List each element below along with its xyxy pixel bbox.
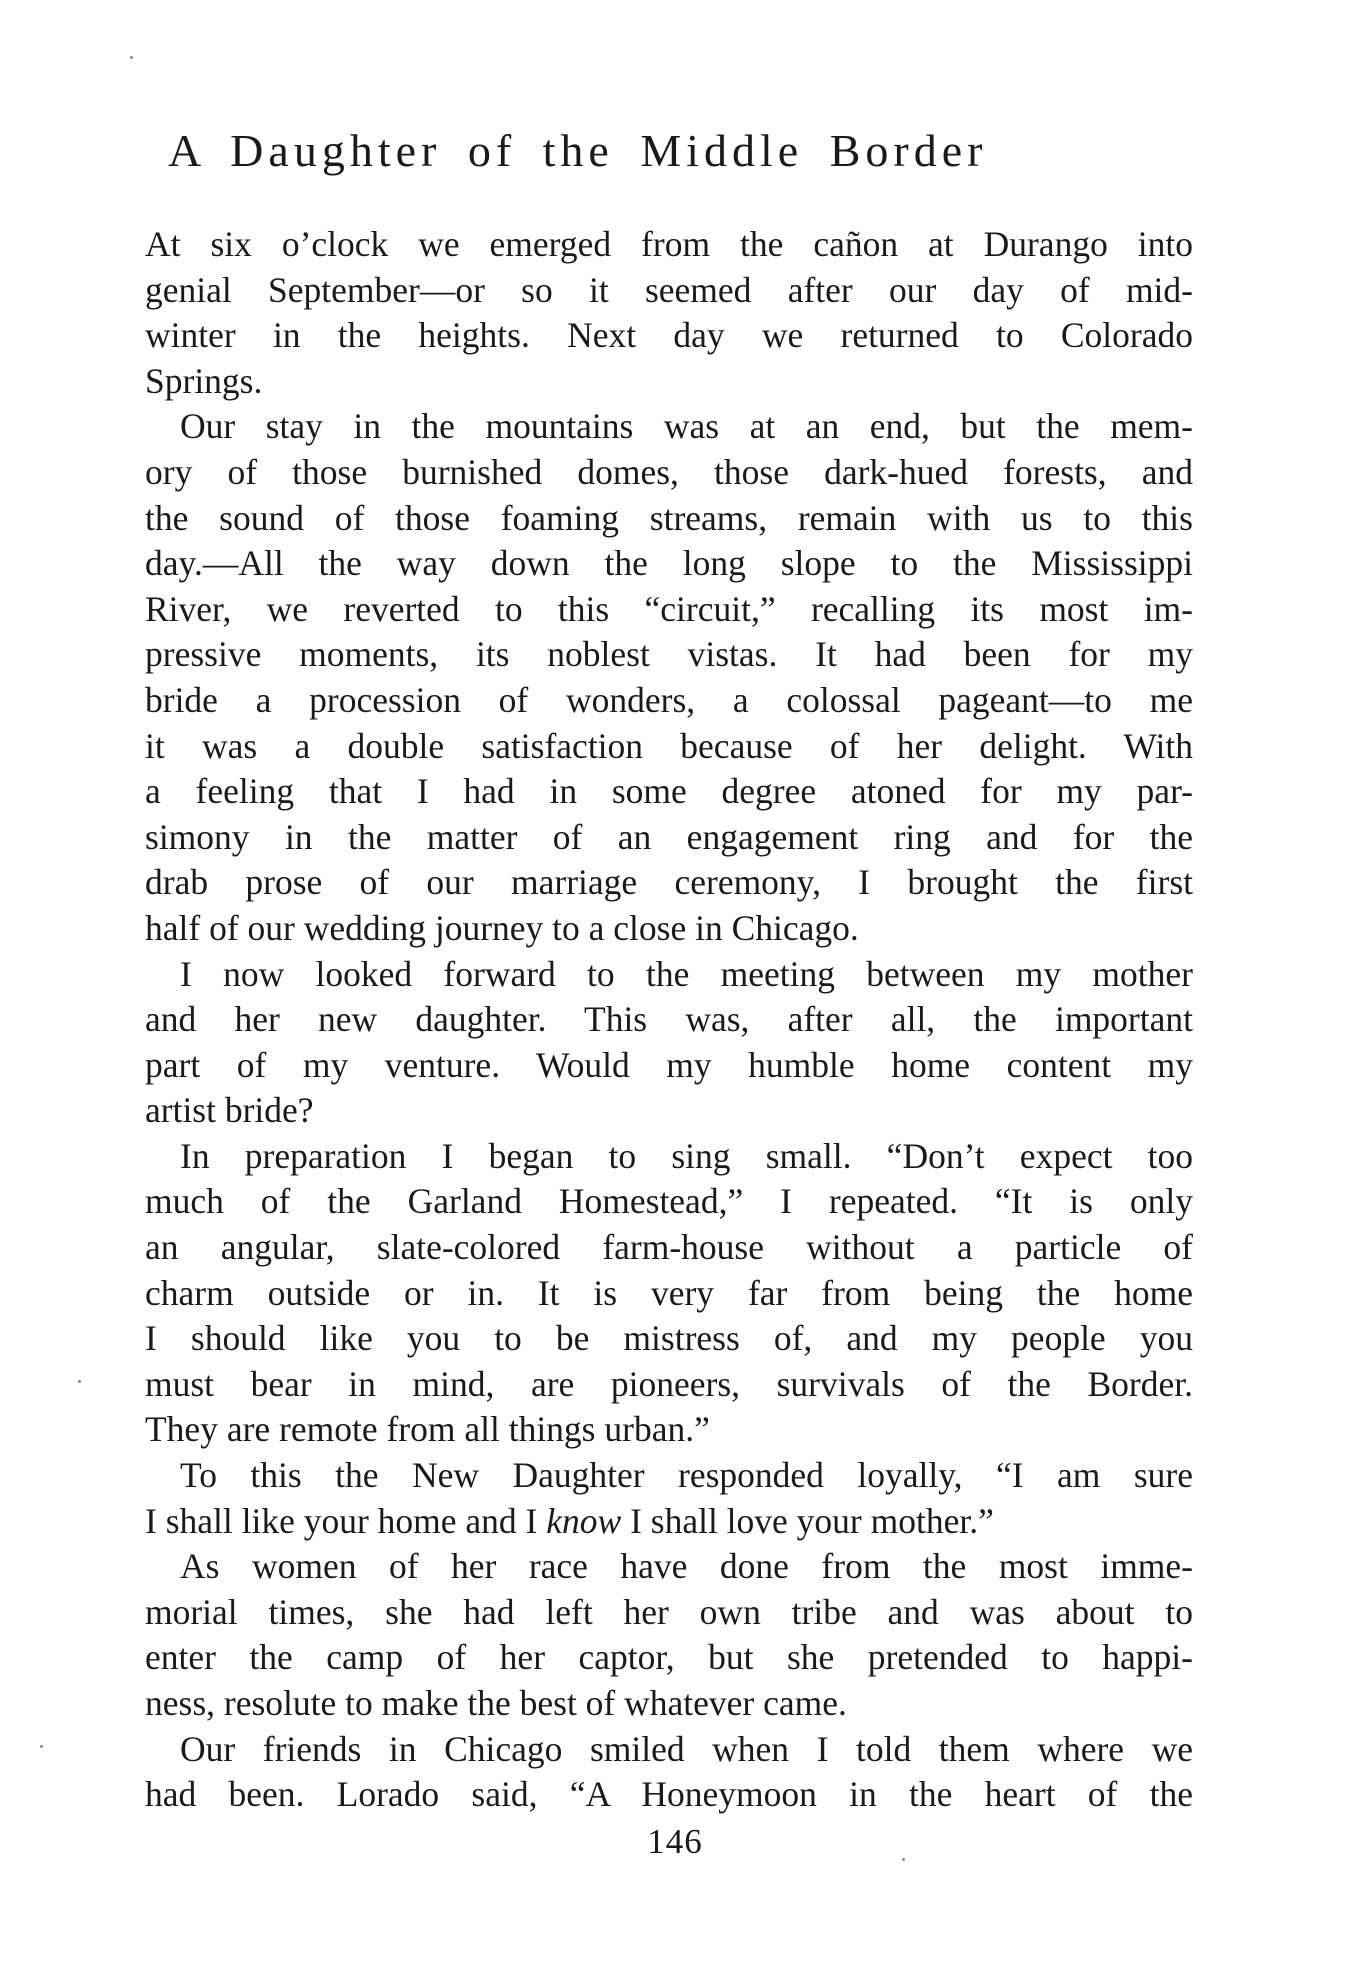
text-line: half of our wedding journey to a close in Chicago.: [145, 907, 859, 948]
text-line: had been. Lorado said, “A Honeymoon in the heart of the: [145, 1774, 1193, 1815]
paragraph: [145, 404, 1193, 951]
text-line: drab prose of our marriage ceremony, I brought the first: [145, 862, 1193, 903]
text-line: [145, 1499, 1193, 1545]
paragraph: [145, 1453, 1193, 1544]
text-line: They are remote from all things urban.”: [145, 1409, 710, 1450]
scan-speck: [40, 1745, 43, 1748]
text-line: day.—All the way down the long slope to the Mississippi: [145, 543, 1193, 584]
text-line: Springs.: [145, 360, 263, 401]
text-line: bride a procession of wonders, a colossal pageant—to me: [145, 679, 1193, 720]
running-head: A Daughter of the Middle Border: [168, 125, 988, 176]
text-line: ness, resolute to make the best of whatever came.: [145, 1683, 847, 1723]
text-run: I shall love your mother.”: [621, 1500, 994, 1541]
text-line: it was a double satisfaction because of her delight. With: [145, 725, 1193, 766]
paragraph: [145, 1544, 1193, 1726]
text-line: morial times, she had left her own tribe and was about to: [145, 1591, 1193, 1632]
text-line: pressive moments, its noblest vistas. It had been for my: [145, 634, 1193, 675]
text-line: artist bride?: [145, 1090, 314, 1131]
text-line: the sound of those foaming streams, remain with us to this: [145, 497, 1193, 538]
text-line: winter in the heights. Next day we returned to Colorado: [145, 315, 1193, 356]
text-line: genial September—or so it seemed after our day of mid-: [145, 269, 1193, 310]
text-line: I should like you to be mistress of, and my people you: [145, 1318, 1193, 1359]
scan-speck: [130, 56, 133, 59]
text-line: I now looked forward to the meeting between my mother: [180, 953, 1193, 994]
text-line: Our friends in Chicago smiled when I told them where we: [180, 1728, 1193, 1769]
body-text: [145, 222, 1193, 1818]
text-line: an angular, slate-colored farm-house without a particle of: [145, 1227, 1193, 1268]
page-number: 146: [647, 1822, 703, 1861]
paragraph: [145, 952, 1193, 1134]
text-line: Our stay in the mountains was at an end, but the mem-: [180, 406, 1193, 447]
text-line: part of my venture. Would my humble home content my: [145, 1044, 1193, 1085]
text-line: charm outside or in. It is very far from being the home: [145, 1272, 1193, 1313]
text-line: To this the New Daughter responded loyally, “I am sure: [180, 1455, 1193, 1496]
scan-speck: [78, 1380, 81, 1383]
italic-emphasis: know: [546, 1500, 622, 1541]
text-line: In preparation I began to sing small. “Don’t expect too: [180, 1135, 1193, 1176]
paragraph: [145, 222, 1193, 404]
text-line: enter the camp of her captor, but she pretended to happi-: [145, 1637, 1193, 1678]
text-line: As women of her race have done from the most imme-: [180, 1546, 1193, 1587]
text-line: River, we reverted to this “circuit,” recalling its most im-: [145, 588, 1193, 629]
text-line: must bear in mind, are pioneers, survivals of the Border.: [145, 1363, 1193, 1404]
text-line: simony in the matter of an engagement ring and for the: [145, 816, 1193, 857]
text-line: a feeling that I had in some degree atoned for my par-: [145, 771, 1193, 812]
scan-speck: [902, 1858, 905, 1861]
paragraph: [145, 1134, 1193, 1453]
text-line: and her new daughter. This was, after all, the important: [145, 999, 1193, 1040]
text-line: ory of those burnished domes, those dark-hued forests, and: [145, 451, 1193, 492]
paragraph: [145, 1727, 1193, 1818]
text-run: I shall like your home and I: [145, 1500, 547, 1541]
text-line: much of the Garland Homestead,” I repeated. “It is only: [145, 1181, 1193, 1222]
text-line: At six o’clock we emerged from the cañon at Durango into: [145, 224, 1193, 264]
